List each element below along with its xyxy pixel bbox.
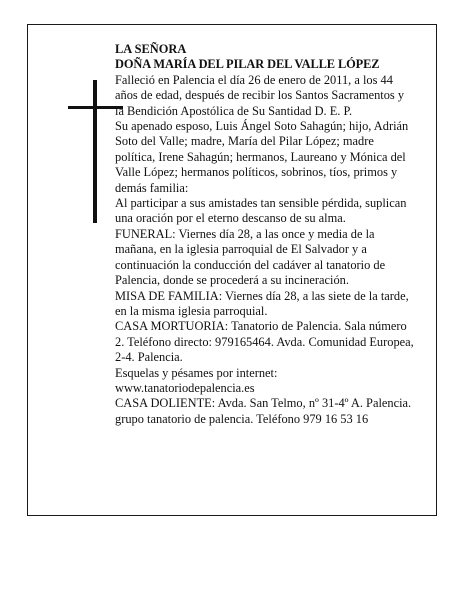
internet-condolences-paragraph: Esquelas y pésames por internet: www.tanatoriodepalencia.es: [115, 365, 278, 395]
mourning-home-paragraph: CASA DOLIENTE: Avda. San Telmo, nº 31-4º A. Palencia.: [115, 396, 412, 411]
deceased-name: DOÑA MARÍA DEL PILAR DEL VALLE LÓPEZ: [115, 57, 380, 72]
family-paragraph: Su apenado esposo, Luis Ángel Soto Sahagún; hijo, Adrián Soto del Valle; madre, María del Pilar López; madre política, Irene Sahagún; hermanos, Laureano y Mónica del Valle López; hermanos políticos, sobrinos, tíos, primos y demás familia:: [115, 119, 409, 195]
notice-title: LA SEÑORA: [115, 42, 187, 56]
family-mass-paragraph: MISA DE FAMILIA: Viernes día 28, a las siete de la tarde, en la misma iglesia parroquial.: [115, 288, 409, 318]
prayer-paragraph: Al participar a sus amistades tan sensible pérdida, suplican una oración por el eterno descanso de su alma.: [115, 196, 407, 226]
obituary-text: [115, 42, 415, 427]
mortuary-paragraph: CASA MORTUORIA: Tanatorio de Palencia. Sala número 2. Teléfono directo: 979165464. Avda. Comunidad Europea, 2-4. Palencia.: [115, 319, 414, 365]
funeral-home-footer: grupo tanatorio de palencia. Teléfono 979 16 53 16: [115, 411, 369, 426]
funeral-paragraph: FUNERAL: Viernes día 28, a las once y media de la mañana, en la iglesia parroquial de El Salvador y a continuación la conducción del cadáver al tanatorio de Palencia, donde se procederá a su incineración.: [115, 226, 386, 288]
cross-vertical-bar: [93, 80, 97, 223]
death-paragraph: Falleció en Palencia el día 26 de enero de 2011, a los 44 años de edad, después de recibir los Santos Sacramentos y la Bendición Apostólica de Su Santidad D. E. P.: [115, 72, 405, 118]
